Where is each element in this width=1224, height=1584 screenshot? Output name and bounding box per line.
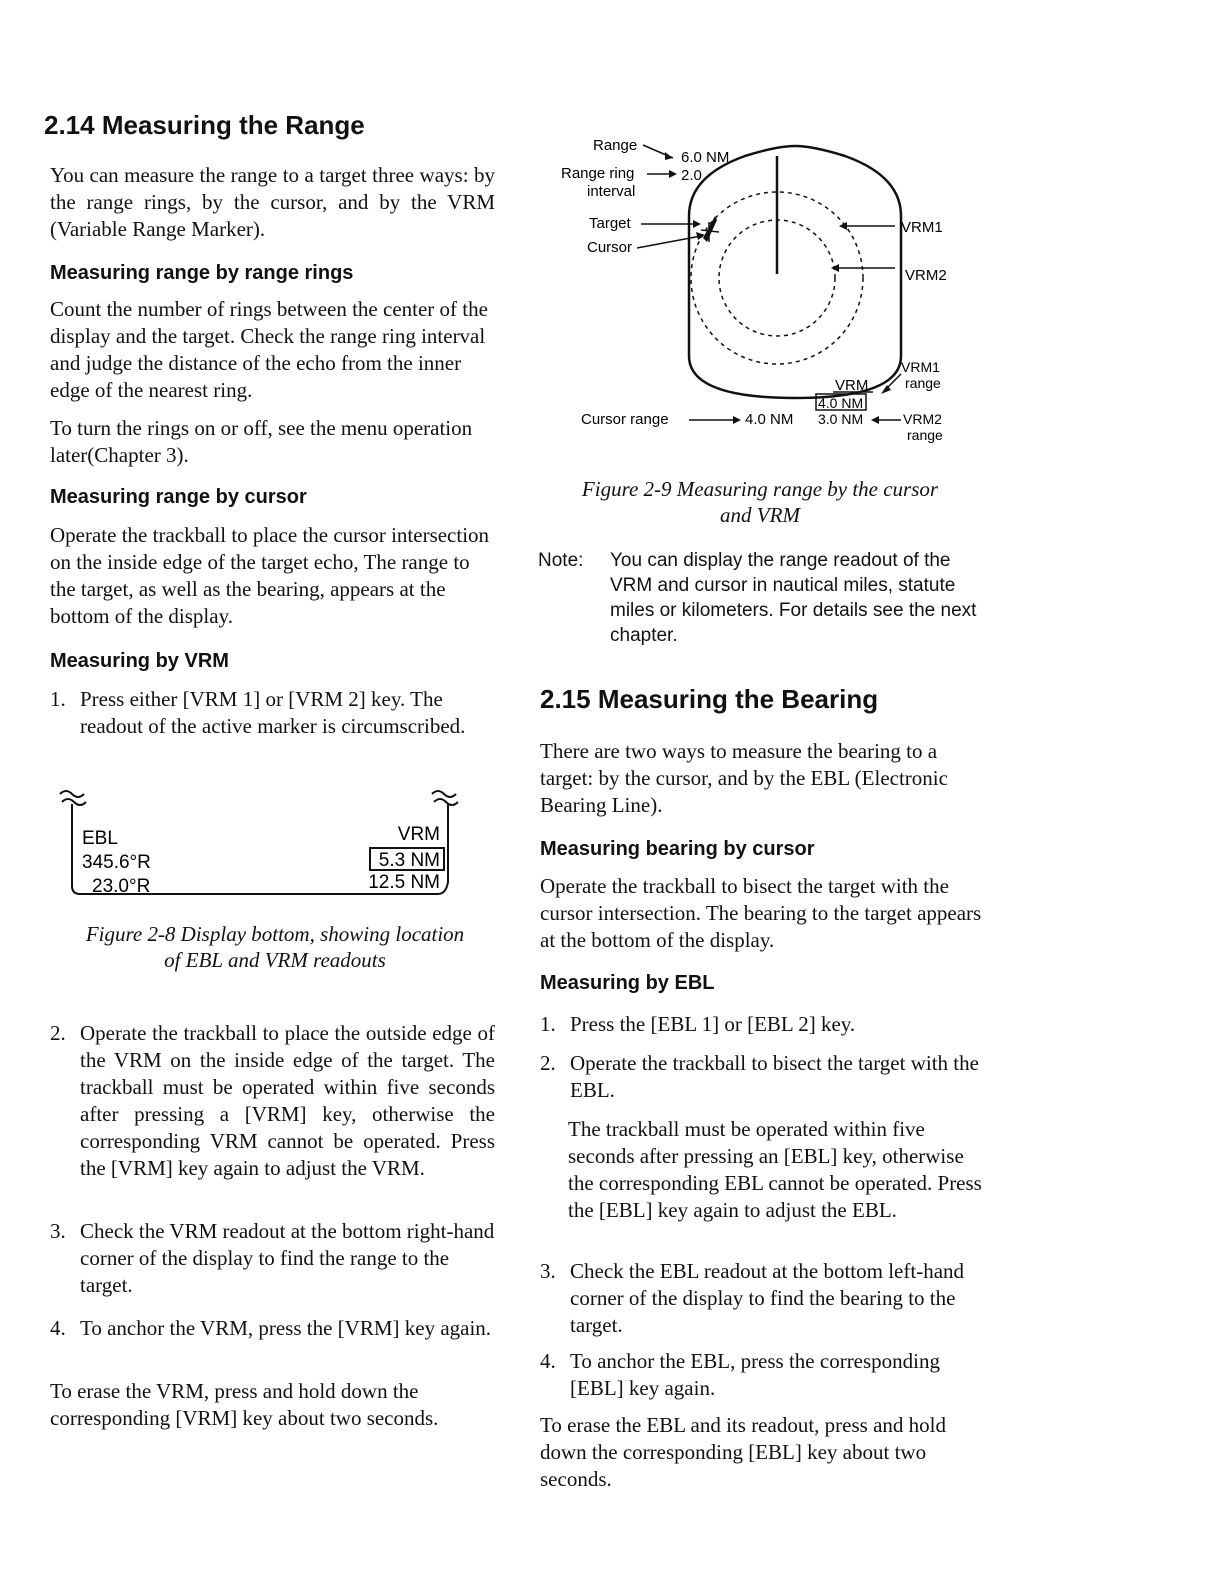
label-range: Range <box>593 137 638 154</box>
step-number: 1. <box>540 1012 556 1036</box>
label-range-value: 6.0 NM <box>681 149 730 166</box>
note-label: Note: <box>538 550 584 571</box>
label-interval-value: 2.0 <box>681 167 702 184</box>
step-number: 2. <box>50 1021 66 1045</box>
radar-display-outline <box>689 146 901 398</box>
vrm-value-2: 12.5 NM <box>368 872 440 893</box>
section-2-14-intro: You can measure the range to a target three ways: by the range rings, by the cursor, and by the VRM (Variable Range Marker). <box>50 163 495 241</box>
step-text: Press the [EBL 1] or [EBL 2] key. <box>570 1012 856 1036</box>
break-mark-right <box>432 791 458 805</box>
label-vrm1-range-b: range <box>905 375 941 391</box>
cursor-range-paragraph: Operate the trackball to place the cursor intersection on the inside edge of the target echo, The range to the target, as well as the bearing, appears at the bottom of the display. <box>50 523 490 628</box>
note-block <box>538 548 988 648</box>
ebl-value-1: 345.6°R <box>82 852 151 873</box>
label-target: Target <box>589 215 631 232</box>
label-vrm2: VRM2 <box>905 267 947 284</box>
ebl-step-2-detail: The trackball must be operated within five seconds after pressing an [EBL] key, otherwise the corresponding EBL cannot be operated. Press the [EBL] key again to adjust the EBL. <box>568 1117 982 1222</box>
label-cursor-range-value: 4.0 NM <box>745 411 794 428</box>
bearing-cursor-heading: Measuring bearing by cursor <box>540 838 815 860</box>
caption-line-1: Figure 2-9 Measuring range by the cursor <box>581 477 939 501</box>
ebl-step-2 <box>540 1050 990 1106</box>
label-cursor-range: Cursor range <box>581 411 669 428</box>
figure-2-8-display-bottom <box>50 782 480 902</box>
step-number: 3. <box>50 1219 66 1243</box>
label-vrm-value-2: 3.0 NM <box>818 411 864 427</box>
section-2-14-title: 2.14 Measuring the Range <box>44 110 365 140</box>
ebl-label: EBL <box>82 828 118 849</box>
ebl-value-2: 23.0°R <box>92 876 151 897</box>
figure-2-9-caption <box>540 476 980 528</box>
target-echo <box>703 216 717 242</box>
figure-2-9-radar-diagram <box>555 128 975 458</box>
rings-paragraph-1: Count the number of rings between the center of the display and the target. Check the range ring interval and judge the distance of the echo from the inner edge of the nearest ring. <box>50 297 488 402</box>
vrm-erase-paragraph: To erase the VRM, press and hold down the corresponding [VRM] key about two seconds. <box>50 1379 439 1430</box>
step-text: Check the VRM readout at the bottom right-hand corner of the display to find the range to the target. <box>80 1219 495 1297</box>
figure-2-8-caption <box>50 921 500 973</box>
ebl-step-4 <box>540 1348 990 1404</box>
ebl-heading: Measuring by EBL <box>540 972 715 994</box>
vrm-step-1 <box>50 686 495 768</box>
rings-heading: Measuring range by range rings <box>50 262 354 284</box>
step-number: 3. <box>540 1259 556 1283</box>
caption-line-1: Figure 2-8 Display bottom, showing location <box>85 922 465 946</box>
step-text: To anchor the EBL, press the corresponding [EBL] key again. <box>570 1349 941 1400</box>
ebl-erase-paragraph: To erase the EBL and its readout, press and hold down the corresponding [EBL] key about two seconds. <box>540 1413 946 1491</box>
vrm-step-2 <box>50 1020 495 1210</box>
vrm-heading: Measuring by VRM <box>50 650 229 672</box>
label-vrm2-range-b: range <box>907 427 943 443</box>
bearing-cursor-paragraph: Operate the trackball to bisect the target with the cursor intersection. The bearing to the target appears at the bottom of the display. <box>540 874 982 952</box>
vrm-step-4 <box>50 1315 495 1371</box>
caption-line-2: and VRM <box>720 503 800 527</box>
vrm-step-3 <box>50 1218 495 1300</box>
vrm-value-1: 5.3 NM <box>378 850 440 871</box>
ebl-step-1 <box>540 1011 990 1039</box>
label-vrm1-range-a: VRM1 <box>901 359 940 375</box>
step-text: Operate the trackball to bisect the target with the EBL. <box>570 1051 979 1102</box>
step-text: Operate the trackball to place the outside edge of the VRM on the inside edge of the target. The trackball must be operated within five seconds after pressing a [VRM] key, otherwise the corresponding VRM cannot be operated. Press the [VRM] key again to adjust the VRM. <box>80 1021 495 1180</box>
section-2-15-title: 2.15 Measuring the Bearing <box>540 684 879 714</box>
ebl-step-3 <box>540 1258 990 1340</box>
step-text: To anchor the VRM, press the [VRM] key again. <box>80 1316 492 1340</box>
caption-line-2: of EBL and VRM readouts <box>164 948 386 972</box>
label-cursor: Cursor <box>587 239 633 256</box>
label-vrm2-range-a: VRM2 <box>903 411 942 427</box>
section-2-15-intro: There are two ways to measure the bearing to a target: by the cursor, and by the EBL (Electronic Bearing Line). <box>540 739 948 817</box>
step-text: Press either [VRM 1] or [VRM 2] key. The readout of the active marker is circumscribed. <box>80 687 466 738</box>
label-vrm1: VRM1 <box>901 219 943 236</box>
step-number: 1. <box>50 687 66 711</box>
label-vrm-value-1: 4.0 NM <box>818 395 864 411</box>
step-number: 4. <box>50 1316 66 1340</box>
label-vrm-box: VRM <box>835 377 869 394</box>
step-number: 4. <box>540 1349 556 1373</box>
label-interval: interval <box>587 183 636 200</box>
step-number: 2. <box>540 1051 556 1075</box>
cursor-range-heading: Measuring range by cursor <box>50 486 307 508</box>
step-text: Check the EBL readout at the bottom left-hand corner of the display to find the bearing to the target. <box>570 1259 965 1337</box>
break-mark-left <box>60 791 86 805</box>
rings-paragraph-2: To turn the rings on or off, see the menu operation later(Chapter 3). <box>50 416 473 467</box>
arrow-cursor <box>637 236 701 248</box>
label-range-ring: Range ring <box>561 165 635 182</box>
note-text: You can display the range readout of the VRM and cursor in nautical miles, statute miles or kilometers. For details see the next chapter. <box>610 550 977 646</box>
vrm-label: VRM <box>397 824 440 845</box>
